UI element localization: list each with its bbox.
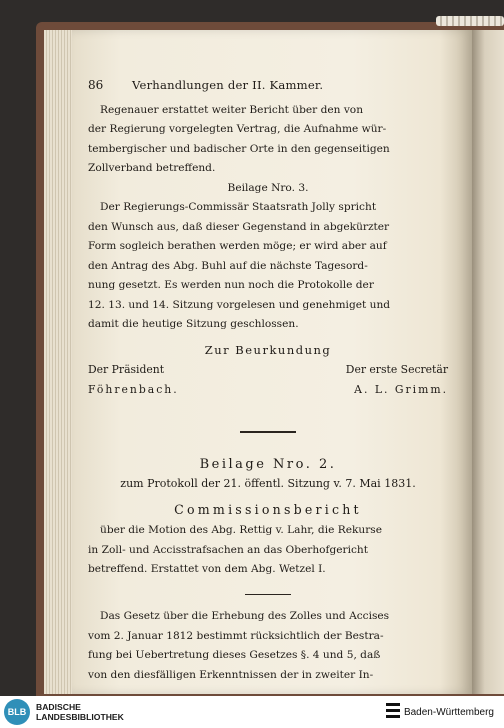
text-line: fung bei Uebertretung dieses Gesetzes §. 4 und 5, daß	[88, 649, 381, 661]
paragraph-regenauer	[88, 101, 448, 179]
section-divider	[240, 431, 296, 433]
signature-roles	[88, 360, 448, 380]
text-line: in Zoll- und Accisstrafsachen an das Oberhofgericht	[88, 543, 368, 556]
section-divider-small	[245, 594, 291, 596]
beilage-2-title: Beilage Nro. 2.	[199, 456, 337, 472]
region-name: Baden-Württemberg	[403, 706, 494, 718]
text-line: Der Regierungs-Commissär Staatsrath Jolly spricht	[100, 201, 377, 213]
region-logo[interactable]	[386, 703, 494, 721]
text-line: den Wunsch aus, daß dieser Gegenstand in abgekürzter	[88, 220, 390, 233]
text-line: damit die heutige Sitzung geschlossen.	[88, 318, 299, 330]
page-stack	[44, 30, 74, 694]
library-name-line1: BADISCHE	[36, 702, 81, 712]
text-line: vom 2. Januar 1812 bestimmt rücksichtlich der Bestra-	[88, 629, 384, 642]
secretary-role: Der erste Secretär	[345, 363, 448, 376]
page-number: 86	[88, 78, 104, 92]
president-name: Föhrenbach.	[88, 382, 179, 396]
page-header	[88, 76, 448, 96]
text-line: den Antrag des Abg. Buhl auf die nächste Tagesord-	[88, 259, 368, 272]
library-name-line2: LANDESBIBLIOTHEK	[36, 712, 124, 722]
text-line: über die Motion des Abg. Rettig v. Lahr, die Rekurse	[100, 524, 382, 536]
text-line: von den diesfälligen Erkenntnissen der in zweiter In-	[88, 668, 374, 681]
beilage-3-label: Beilage Nro. 3.	[227, 181, 309, 194]
paragraph-jolly	[88, 198, 448, 335]
commission-report-title: Commissionsbericht	[174, 501, 362, 517]
secretary-name: A. L. Grimm.	[354, 382, 448, 396]
text-line: Das Gesetz über die Erhebung des Zolles und Accises	[100, 610, 390, 622]
motion-description	[88, 521, 448, 580]
text-line: 12. 13. und 14. Sitzung vorgelesen und genehmiget und	[88, 298, 391, 311]
president-role: Der Präsident	[88, 363, 165, 376]
signature-names	[88, 380, 448, 400]
text-line: betreffend. Erstattet von dem Abg. Wetzel I.	[88, 563, 326, 575]
footer-bar	[0, 696, 504, 728]
facing-page-edge	[472, 30, 504, 694]
running-title: Verhandlungen der II. Kammer.	[132, 78, 324, 92]
page-text	[88, 76, 448, 685]
text-line: Zollverband betreffend.	[88, 162, 216, 174]
text-line: tembergischer und badischer Orte in den gegenseitigen	[88, 142, 390, 155]
protokoll-line: zum Protokoll der 21. öffentl. Sitzung v. 7. Mai 1831.	[120, 477, 416, 490]
text-line: nung gesetzt. Es werden nun noch die Protokolle der	[88, 279, 374, 291]
beurkundung-heading: Zur Beurkundung	[204, 342, 332, 357]
text-line: Regenauer erstattet weiter Bericht über den von	[100, 103, 364, 116]
paragraph-gesetz	[88, 607, 448, 685]
text-line: der Regierung vorgelegten Vertrag, die Aufnahme wür-	[88, 123, 387, 135]
blb-logo-icon[interactable]: BLB	[4, 699, 30, 725]
bookmark-ribbon	[436, 16, 504, 26]
text-line: Form sogleich berathen werden möge; er wird aber auf	[88, 240, 387, 252]
coat-of-arms-icon	[386, 703, 400, 721]
library-name[interactable]	[36, 702, 124, 722]
